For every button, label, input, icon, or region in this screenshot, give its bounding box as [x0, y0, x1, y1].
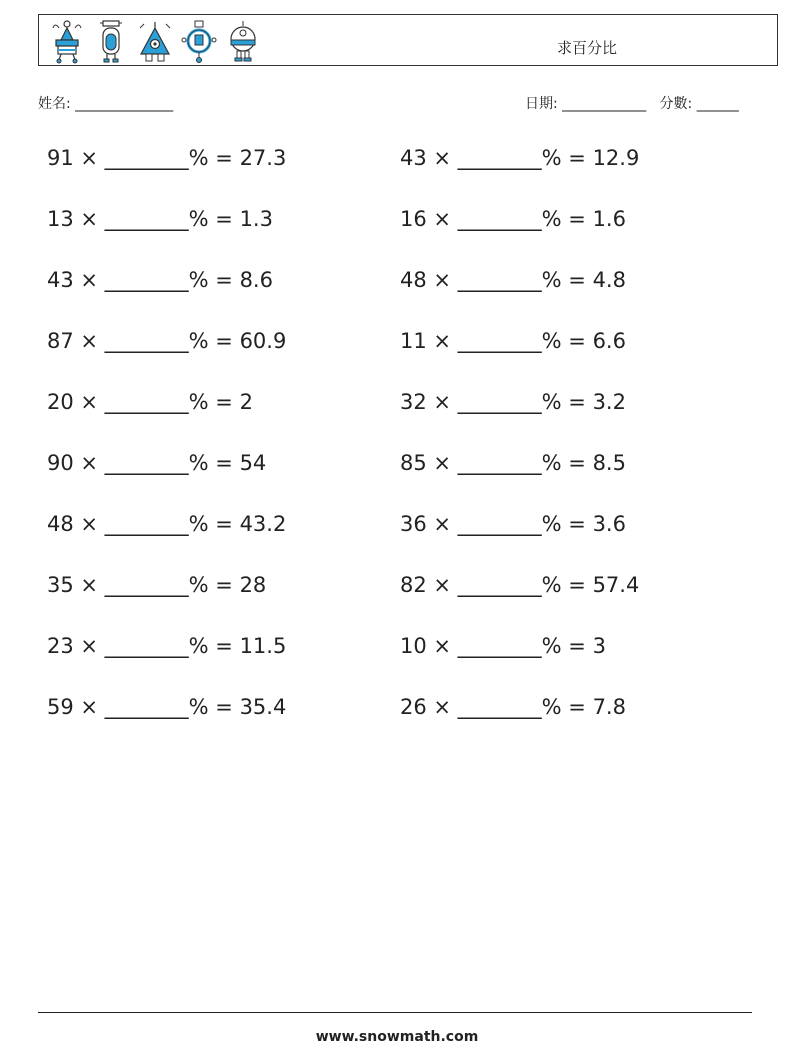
- robot-ring-icon: [179, 18, 219, 64]
- robot-bell-icon: [47, 18, 87, 64]
- problem-left: 90 × ________% = 54: [47, 451, 267, 475]
- problem-left: 23 × ________% = 11.5: [47, 634, 287, 658]
- problem-left: 48 × ________% = 43.2: [47, 512, 287, 536]
- problem-left: 59 × ________% = 35.4: [47, 695, 287, 719]
- problem-left: 87 × ________% = 60.9: [47, 329, 287, 353]
- name-field: [38, 93, 173, 113]
- worksheet-header: [38, 14, 778, 66]
- problem-right: 48 × ________% = 4.8: [400, 268, 626, 292]
- problem-left: 35 × ________% = 28: [47, 573, 267, 597]
- name-blank: ______________: [75, 96, 174, 112]
- footer-url: www.snowmath.com: [315, 1029, 479, 1045]
- problem-left: 20 × ________% = 2: [47, 390, 253, 414]
- score-label: 分數:: [659, 96, 693, 112]
- name-label: 姓名:: [38, 96, 71, 112]
- problem-right: 82 × ________% = 57.4: [400, 573, 640, 597]
- problem-left: 91 × ________% = 27.3: [47, 146, 287, 170]
- robot-capsule-icon: [91, 18, 131, 64]
- problem-right: 10 × ________% = 3: [400, 634, 606, 658]
- problem-right: 85 × ________% = 8.5: [400, 451, 626, 475]
- problem-right: 36 × ________% = 3.6: [400, 512, 626, 536]
- robot-round-icon: [223, 18, 263, 64]
- date-score-field: [525, 93, 739, 113]
- robot-icons: [47, 18, 263, 64]
- robot-triangle-icon: [135, 18, 175, 64]
- date-label: 日期:: [525, 96, 558, 112]
- score-blank: ______: [696, 96, 739, 112]
- problem-right: 43 × ________% = 12.9: [400, 146, 640, 170]
- date-blank: ____________: [562, 96, 647, 112]
- worksheet-title: 求百分比: [557, 39, 618, 57]
- footer-divider: [38, 1012, 752, 1013]
- problem-right: 16 × ________% = 1.6: [400, 207, 626, 231]
- problem-left: 43 × ________% = 8.6: [47, 268, 273, 292]
- problem-right: 26 × ________% = 7.8: [400, 695, 626, 719]
- problem-left: 13 × ________% = 1.3: [47, 207, 273, 231]
- problem-right: 32 × ________% = 3.2: [400, 390, 626, 414]
- problem-right: 11 × ________% = 6.6: [400, 329, 626, 353]
